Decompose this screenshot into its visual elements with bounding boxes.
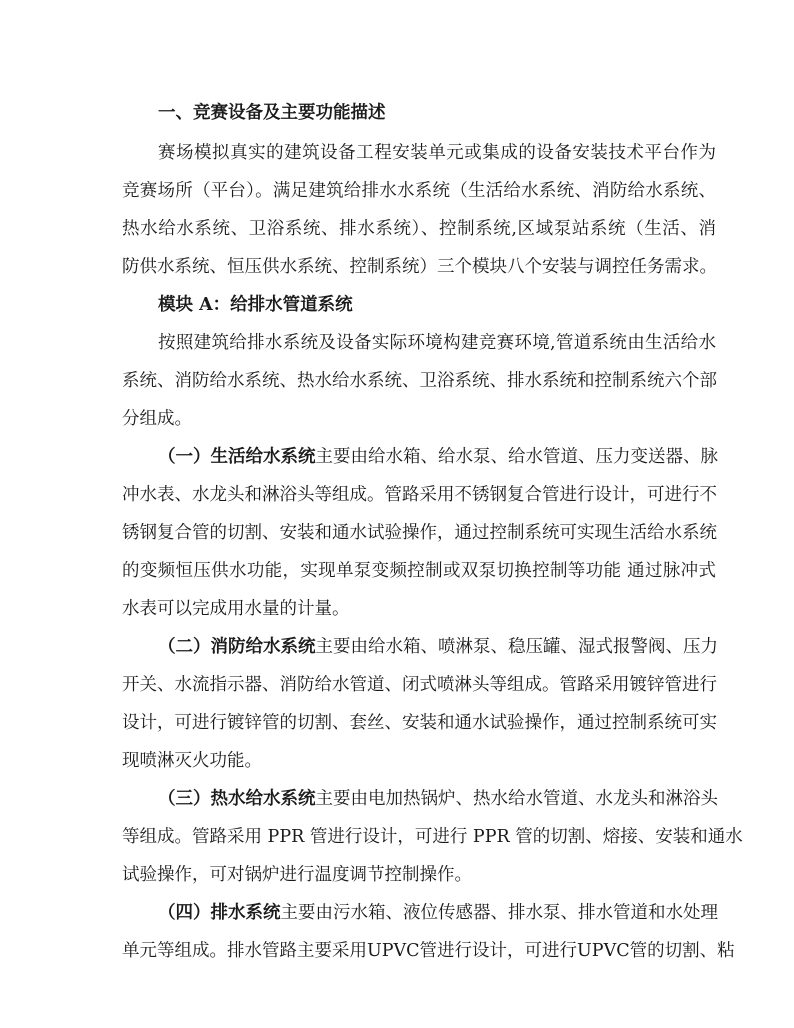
section-2-line: 设计，可进行镀锌管的切割、套丝、安装和通水试验操作，通过控制系统可实 (122, 713, 717, 733)
module-a-heading: 模块 A：给排水管道系统 (158, 295, 353, 315)
section-1-first-line (158, 445, 716, 469)
section-1-line: 锈钢复合管的切割、安装和通水试验操作，通过控制系统可实现生活给水系统 (122, 523, 717, 543)
section-4-title: 排水系统 (210, 903, 281, 923)
intro-line: 赛场模拟真实的建筑设备工程安装单元或集成的设备安装技术平台作为 (158, 143, 716, 163)
section-4-first-line (158, 901, 716, 925)
section-3-prefix: （三） (158, 789, 211, 809)
intro-line: 竞赛场所（平台）。满足建筑给排水水系统（生活给水系统、消防给水系统、 (122, 181, 716, 201)
section-1-title: 生活给水系统 (210, 447, 316, 467)
module-a-intro-line: 按照建筑给排水系统及设备实际环境构建竞赛环境,管道系统由生活给水 (158, 333, 716, 353)
section-1-line: 的变频恒压供水功能，实现单泵变频控制或双泵切换控制等功能 通过脉冲式 (122, 561, 716, 581)
module-a-intro-line: 系统、消防给水系统、热水给水系统、卫浴系统、排水系统和控制系统六个部 (122, 371, 717, 391)
section-1-first-line-rest: 主要由给水箱、给水泵、给水管道、压力变送器、脉 (315, 447, 718, 467)
section-2-prefix: （二） (158, 637, 211, 657)
section-3-line: 试验操作，可对锅炉进行温度调节控制操作。 (122, 865, 472, 885)
section-2-first-line-rest: 主要由给水箱、喷淋泵、稳压罐、湿式报警阀、压力 (315, 637, 718, 657)
section-1-line: 冲水表、水龙头和淋浴头等组成。管路采用不锈钢复合管进行设计，可进行不 (122, 485, 717, 505)
section-1-prefix: （一） (158, 447, 211, 467)
section-3-first-line (158, 787, 716, 811)
section-2-title: 消防给水系统 (210, 637, 316, 657)
intro-line: 防供水系统、恒压供水系统、控制系统）三个模块八个安装与调控任务需求。 (122, 257, 717, 277)
section-heading: 一、竞赛设备及主要功能描述 (158, 103, 386, 123)
section-2-line: 开关、水流指示器、消防给水管道、闭式喷淋头等组成。管路采用镀锌管进行 (122, 675, 717, 695)
module-a-intro-line: 分组成。 (122, 409, 192, 429)
intro-line: 热水给水系统、卫浴系统、排水系统）、控制系统,区域泵站系统（生活、消 (122, 219, 716, 239)
section-4-prefix: （四） (158, 903, 211, 923)
section-3-first-line-rest: 主要由电加热锅炉、热水给水管道、水龙头和淋浴头 (315, 789, 718, 809)
section-3-line: 等组成。管路采用 PPR 管进行设计，可进行 PPR 管的切割、熔接、安装和通水 (122, 827, 743, 847)
section-4-line: 单元等组成。排水管路主要采用UPVC管进行设计，可进行UPVC管的切割、粘 (122, 941, 735, 961)
section-3-title: 热水给水系统 (210, 789, 316, 809)
section-2-first-line (158, 635, 716, 659)
section-1-line: 水表可以完成用水量的计量。 (122, 599, 350, 619)
section-4-first-line-rest: 主要由污水箱、液位传感器、排水泵、排水管道和水处理 (280, 903, 718, 923)
section-2-line: 现喷淋灭火功能。 (122, 751, 262, 771)
